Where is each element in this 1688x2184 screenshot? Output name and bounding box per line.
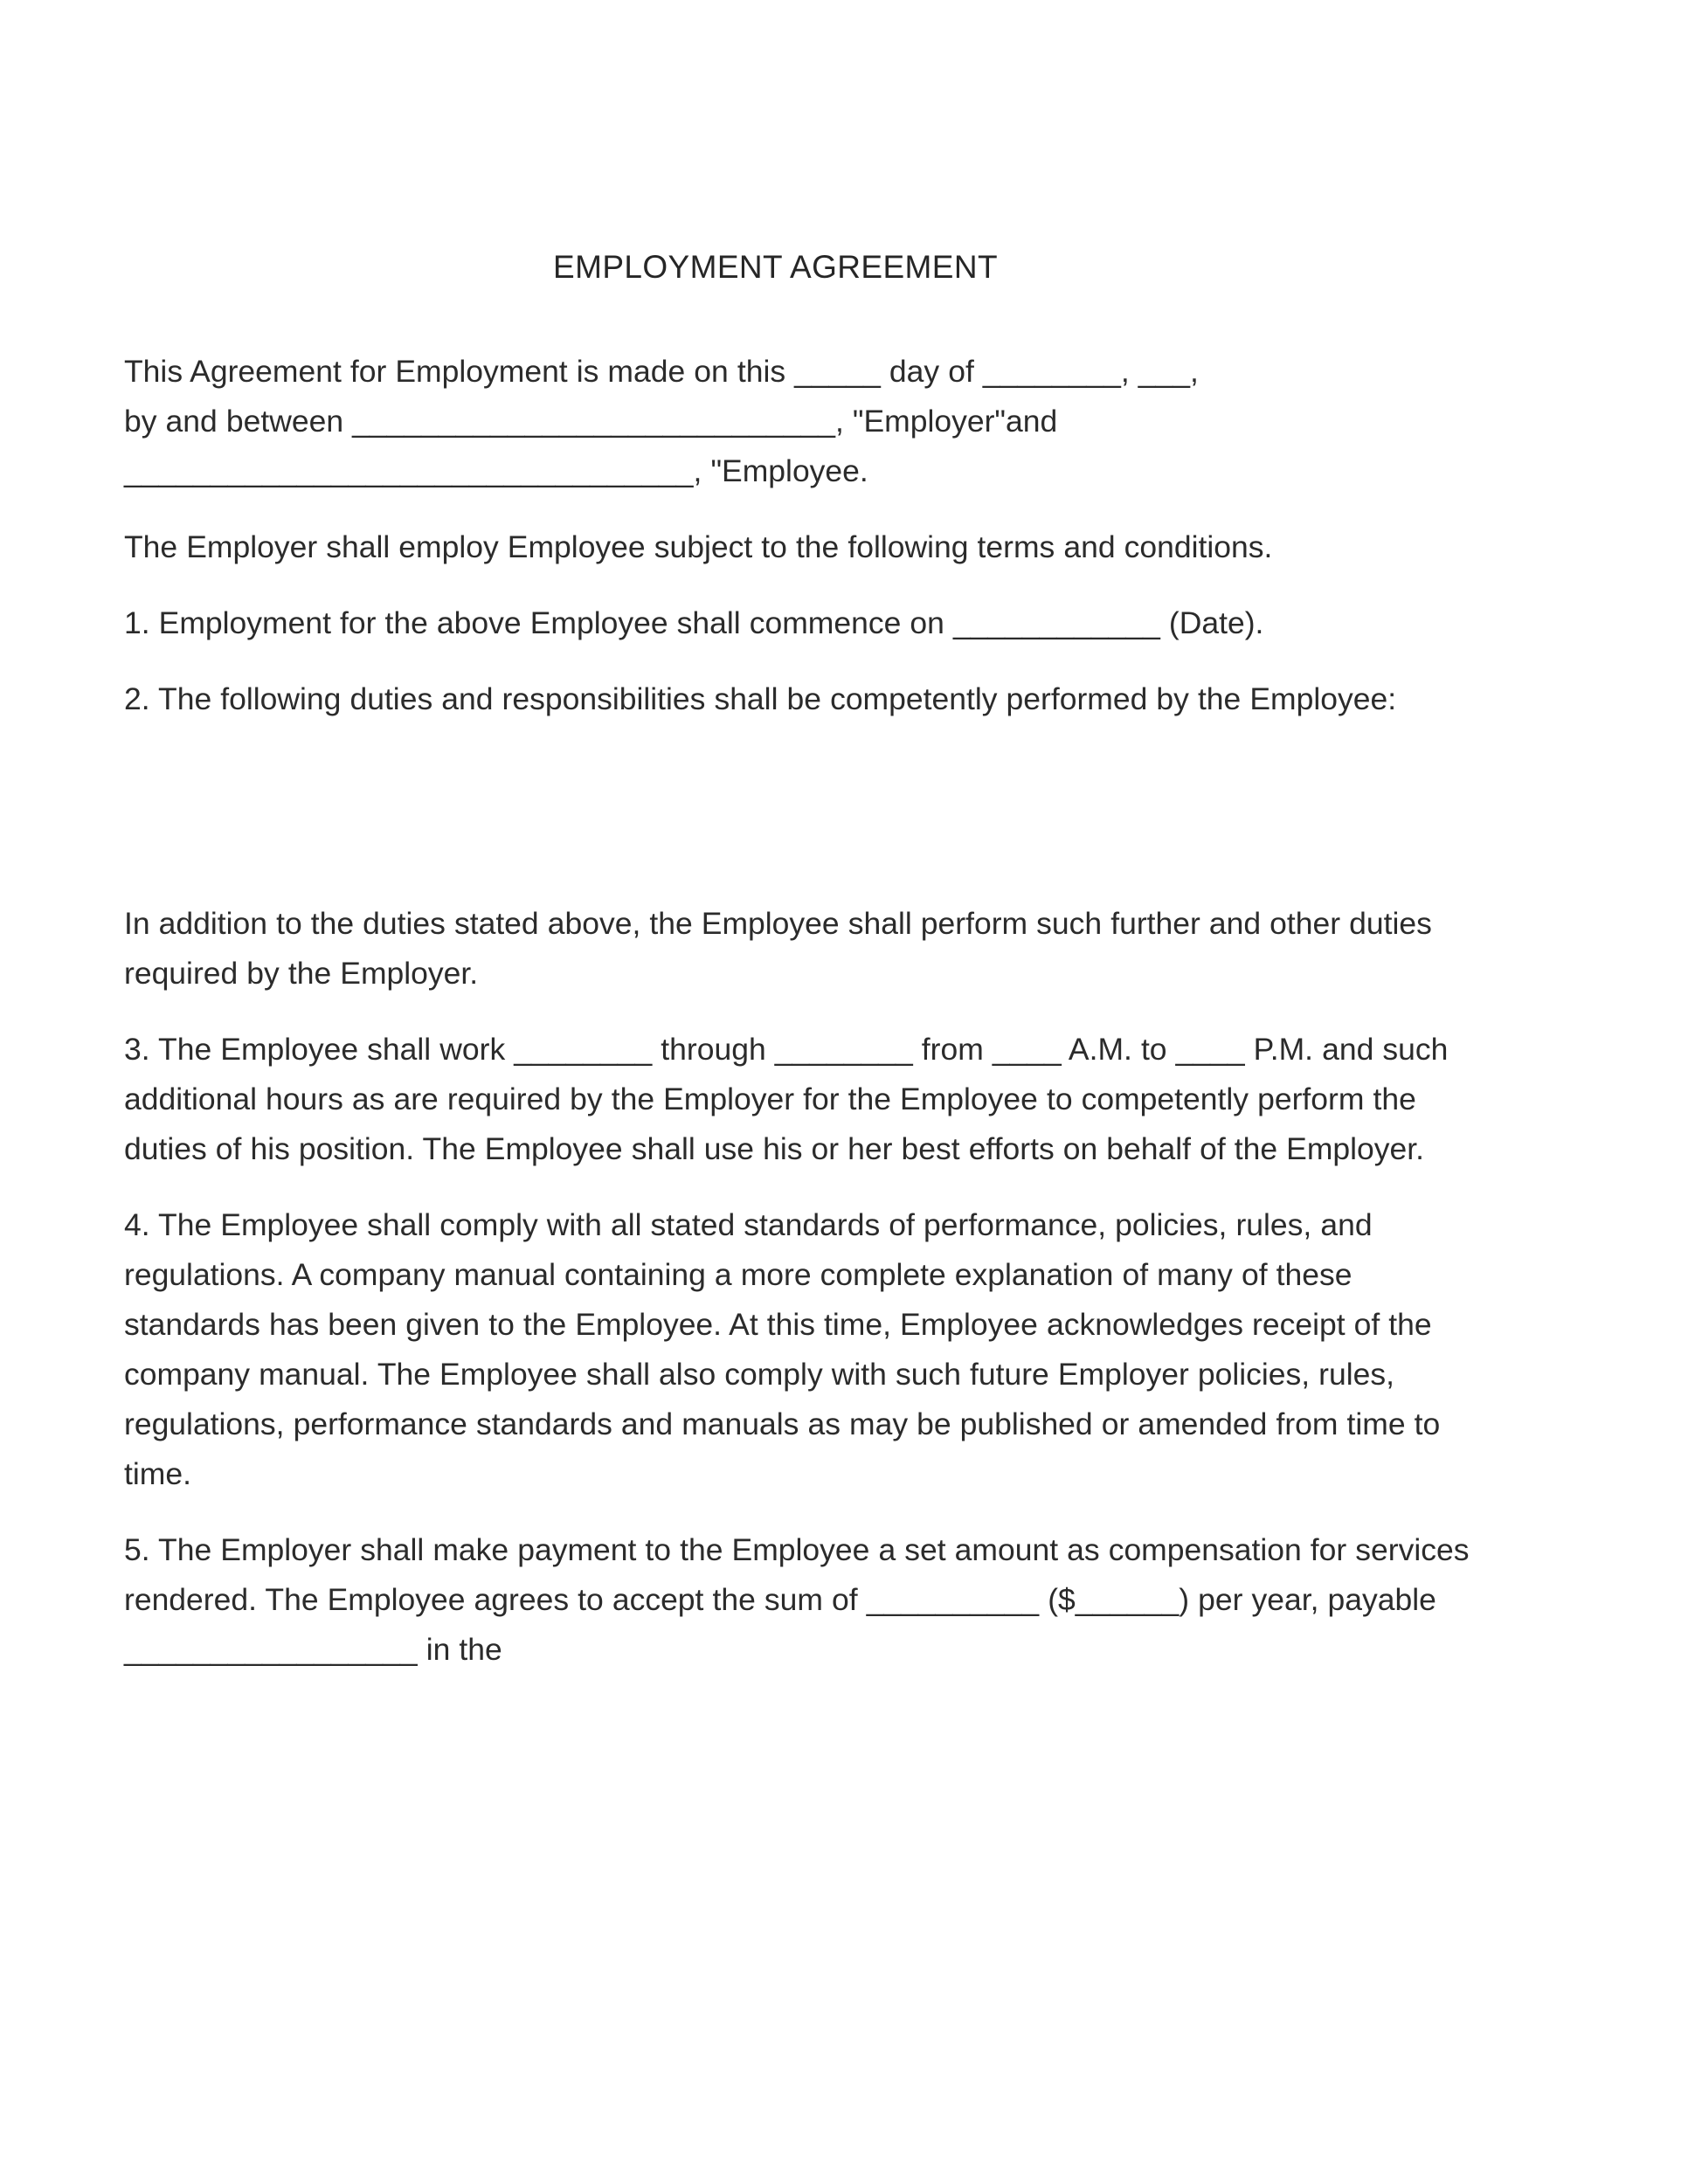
- clause-2: 2. The following duties and responsibilities shall be competently performed by the Employee:: [124, 681, 1397, 717]
- document-body: [124, 0, 1483, 1675]
- clause-4: 4. The Employee shall comply with all stated standards of performance, policies, rules, and regulations. A company manual containing a more complete explanation of many of these standards has been given to the Employee. At this time, Employee acknowledges receipt of the company manual. The Employee shall also comply with such future Employer policies, rules, regulations, performance standards and manuals as may be published or amended from time to time.: [124, 1207, 1441, 1492]
- clause-1: 1. Employment for the above Employee shall commence on ____________ (Date).: [124, 605, 1264, 641]
- intro-paragraph-line-1: This Agreement for Employment is made on this _____ day of ________, ___,: [124, 354, 1199, 390]
- clause-5: 5. The Employer shall make payment to the Employee a set amount as compensation for services rendered. The Employee agrees to accept the sum of __________ ($______) per year, payable _________________ in the: [124, 1532, 1470, 1668]
- intro-paragraph-line-3: _________________________________, "Employee.: [124, 453, 868, 489]
- page-title: EMPLOYMENT AGREEMENT: [553, 249, 998, 285]
- additional-duties-paragraph: In addition to the duties stated above, the Employee shall perform such further and other duties required by the Employer.: [124, 906, 1432, 992]
- spacer-after-title: [124, 287, 1483, 347]
- duties-fill-in-area[interactable]: [124, 724, 1483, 899]
- preamble-paragraph: The Employer shall employ Employee subject to the following terms and conditions.: [124, 529, 1273, 565]
- intro-paragraph-line-2: by and between ____________________________, "Employer"and: [124, 404, 1058, 439]
- clause-3: 3. The Employee shall work ________ through ________ from ____ A.M. to ____ P.M. and such additional hours as are required by the Employer for the Employee to competently perform the duties of his position. The Employee shall use his or her best efforts on behalf of the Employer.: [124, 1032, 1449, 1167]
